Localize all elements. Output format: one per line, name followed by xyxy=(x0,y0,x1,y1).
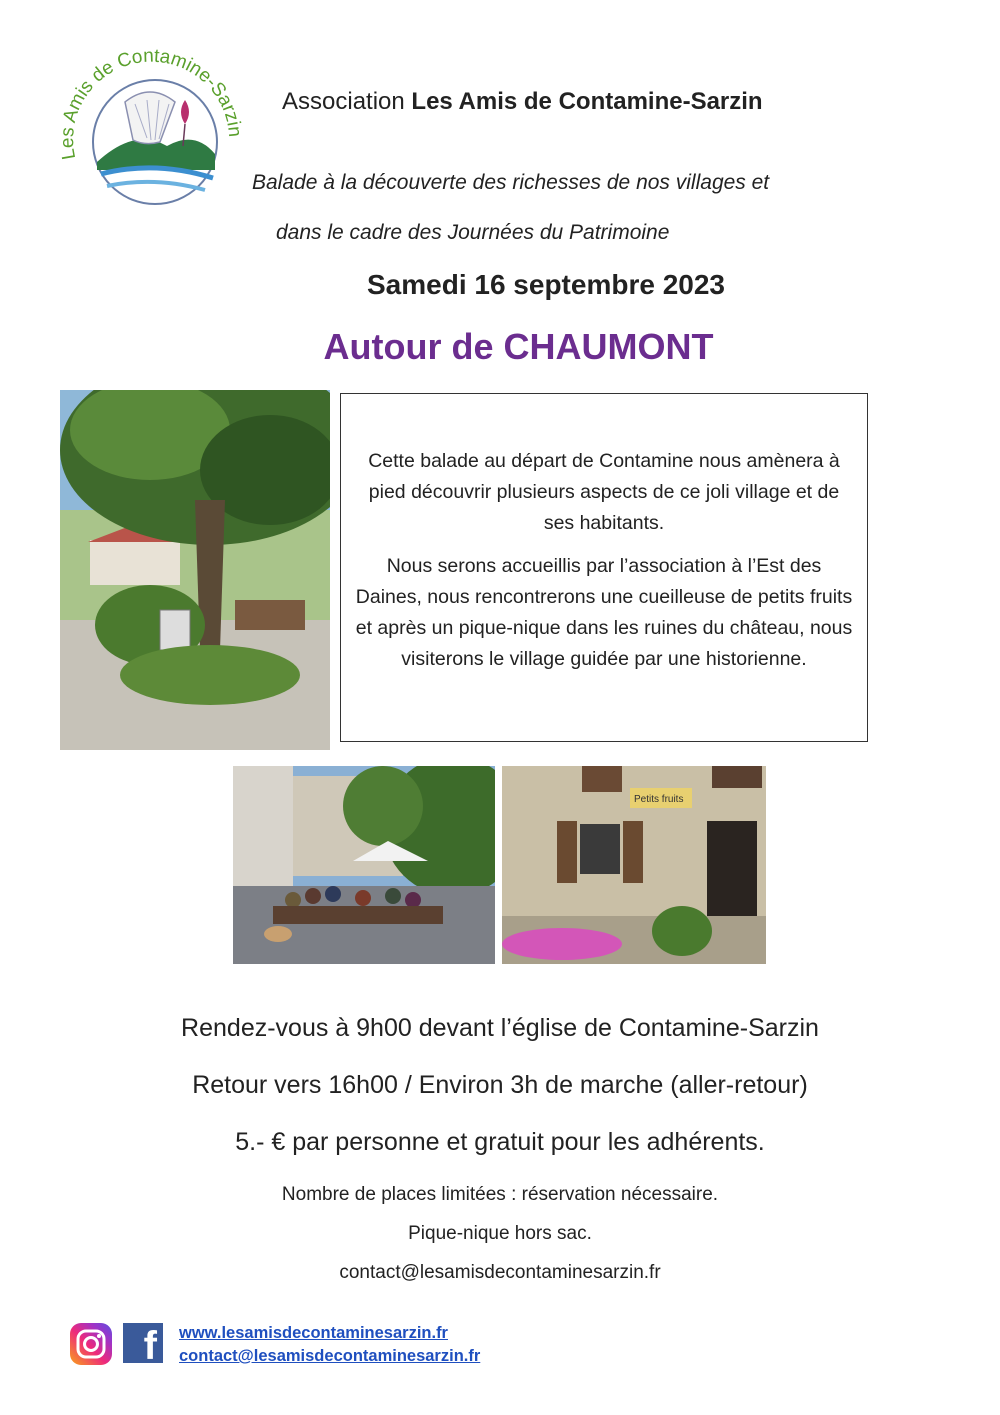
intro-line-2: dans le cadre des Journées du Patrimoine xyxy=(276,221,670,244)
terrace-gathering-photo xyxy=(233,766,495,964)
association-prefix: Association xyxy=(282,88,405,115)
instagram-icon[interactable] xyxy=(70,1323,112,1365)
rendezvous-text: Rendez-vous à 9h00 devant l’église de Contamine-Sarzin xyxy=(181,1014,819,1042)
description-paragraph-2: Nous serons accueillis par l’association à l’Est des Daines, nous rencontrerons une cueilleuse de petits fruits et après un pique-nique dans les ruines du château, nous visiterons le village guidée par une historienne. xyxy=(355,555,853,670)
facebook-icon[interactable] xyxy=(123,1323,163,1368)
facebook-glyph: f xyxy=(143,1324,157,1368)
event-title: Autour de CHAUMONT xyxy=(323,326,714,367)
return-text: Retour vers 16h00 / Environ 3h de marche (aller-retour) xyxy=(192,1071,808,1099)
email-link[interactable]: contact@lesamisdecontaminesarzin.fr xyxy=(179,1347,481,1365)
contact-email-text: contact@lesamisdecontaminesarzin.fr xyxy=(339,1262,661,1283)
intro-line-1: Balade à la découverte des richesses de nos villages et xyxy=(252,171,770,194)
website-link[interactable]: www.lesamisdecontaminesarzin.fr xyxy=(179,1324,448,1342)
association-name: Les Amis de Contamine-Sarzin xyxy=(411,88,763,115)
house-sign-text: Petits fruits xyxy=(634,794,684,805)
logo-arc-text: Les Amis de Contamine-Sarzin xyxy=(56,45,246,162)
description-paragraph-1: Cette balade au départ de Contamine nous amènera à pied découvrir plusieurs aspects de ce joli village et de ses habitants. xyxy=(368,450,840,534)
price-text: 5.- € par personne et gratuit pour les adhérents. xyxy=(235,1128,765,1156)
event-date: Samedi 16 septembre 2023 xyxy=(367,269,725,300)
places-text: Nombre de places limitées : réservation nécessaire. xyxy=(281,1184,719,1205)
description-box xyxy=(340,393,868,742)
association-logo xyxy=(55,42,260,222)
house-facade-photo xyxy=(502,766,766,964)
tree-village-photo xyxy=(60,390,330,750)
picnic-text: Pique-nique hors sac. xyxy=(408,1223,592,1244)
association-line xyxy=(282,88,763,116)
